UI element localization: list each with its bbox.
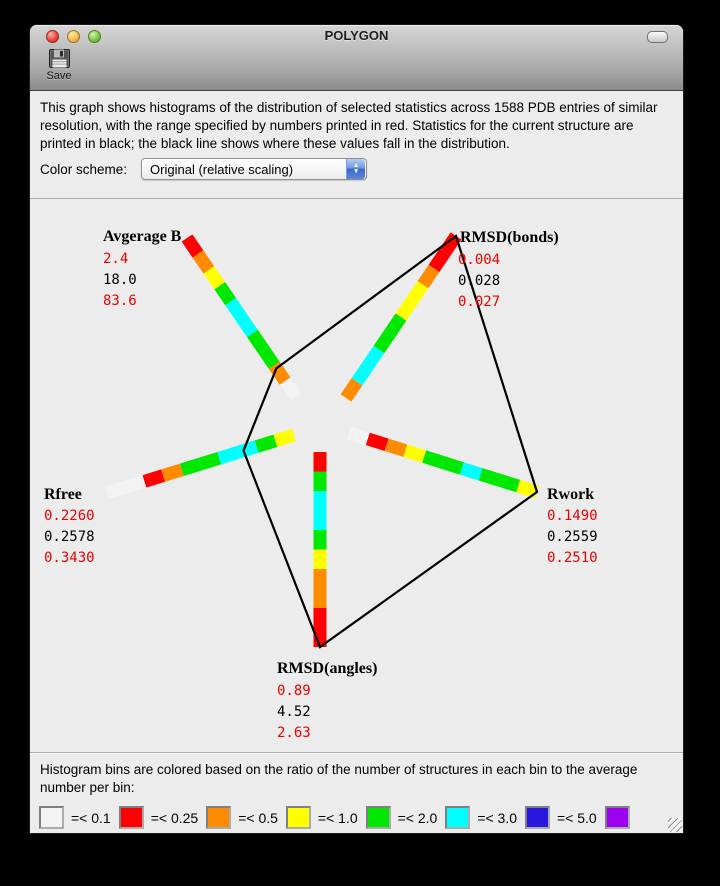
histogram-bin — [379, 333, 390, 349]
legend-swatch-white — [39, 806, 64, 829]
histogram-bin — [346, 382, 357, 398]
axis-value-max: 83.6 — [103, 293, 137, 309]
histogram-bin — [443, 463, 462, 469]
histogram-bin — [412, 285, 423, 301]
histogram-bin — [231, 302, 242, 318]
histogram-bin — [187, 238, 198, 254]
color-scheme-select[interactable] — [141, 158, 367, 180]
axis-value-current: 0.2559 — [547, 529, 598, 545]
toolbar-toggle-button[interactable] — [647, 31, 668, 43]
axis-value-max: 0.3430 — [44, 550, 95, 566]
axis-value-current: 0.028 — [458, 273, 501, 289]
title-bar[interactable] — [30, 25, 683, 47]
intro-text: This graph shows histograms of the distribution of selected statistics across 1588 PDB entries of similar resolution, with the range specified by numbers printed in red. Statistics for the current structure are printed in black; the black line shows where these values fall in the distribution. — [40, 100, 658, 151]
color-scheme-value: Original (relative scaling) — [150, 161, 294, 177]
stepper-arrows-icon: ▲ ▼ — [346, 159, 365, 179]
histogram-bin — [387, 445, 406, 451]
axis-value-max: 0.2510 — [547, 550, 598, 566]
legend-swatch-blue — [525, 806, 550, 829]
legend-swatch-purple — [605, 806, 630, 829]
histogram-bin — [257, 441, 276, 447]
histogram-bin — [252, 333, 263, 349]
histogram-bin — [126, 481, 145, 487]
histogram-bin — [242, 318, 253, 334]
histogram-bin — [405, 451, 424, 457]
histogram-bin — [107, 487, 126, 493]
legend-swatch-orange — [206, 806, 231, 829]
histogram-bin — [368, 439, 387, 445]
histogram-bin — [424, 457, 443, 463]
window-title: POLYGON — [324, 28, 389, 43]
histogram-bin — [275, 435, 294, 441]
legend-label: =< 3.0 — [477, 809, 518, 826]
bin-legend — [39, 806, 683, 829]
save-label: Save — [46, 70, 72, 82]
legend-label: =< 0.1 — [71, 809, 111, 826]
axis-title: RMSD(angles) — [277, 660, 378, 677]
legend-description: Histogram bins are colored based on the ratio of the number of structures in each bin to the average number per bin: — [40, 762, 638, 796]
histogram-bin — [462, 468, 481, 474]
legend-swatch-cyan — [445, 806, 470, 829]
floppy-disk-icon — [48, 48, 71, 69]
histogram-bin — [163, 470, 182, 476]
histogram-bin — [220, 286, 231, 302]
histogram-bin — [198, 254, 209, 270]
color-scheme-label: Color scheme: — [40, 161, 128, 177]
axis-title: RMSD(bonds) — [460, 229, 559, 246]
axis-value-min: 0.2260 — [44, 508, 95, 524]
histogram-bin — [182, 464, 201, 470]
histogram-bin — [390, 317, 401, 333]
axis-value-current: 4.52 — [277, 704, 311, 720]
intro-panel — [30, 99, 683, 199]
axis-value-max: 2.63 — [277, 725, 311, 741]
legend-label: =< 5.0 — [557, 809, 597, 826]
axis-value-current: 18.0 — [103, 272, 137, 288]
axis-value-min: 0.004 — [458, 252, 501, 268]
histogram-bin — [209, 270, 220, 286]
histogram-bin — [423, 268, 434, 284]
histogram-bin — [481, 474, 500, 480]
axis-value-max: 0.027 — [458, 294, 501, 310]
legend-label: =< 2.0 — [397, 809, 438, 826]
histogram-bin — [349, 433, 368, 439]
histogram-bin — [434, 252, 445, 268]
histogram-bin — [368, 349, 379, 365]
legend-label: =< 0.5 — [238, 809, 278, 826]
histogram-bin — [144, 476, 163, 482]
axis-title: Rfree — [44, 486, 82, 503]
axis-title: Avgerage B — [103, 228, 182, 245]
legend-label: =< 1.0 — [317, 809, 358, 826]
polygon-plot — [30, 199, 683, 752]
window-content — [30, 91, 683, 833]
histogram-bin — [499, 480, 518, 486]
save-button[interactable] — [38, 48, 80, 88]
legend-swatch-red — [119, 806, 144, 829]
resize-grip[interactable] — [668, 818, 682, 832]
polygon-window — [29, 24, 684, 834]
axis-title: Rwork — [547, 486, 595, 503]
histogram-bin — [285, 381, 296, 397]
toolbar — [30, 47, 683, 90]
histogram-bin — [518, 486, 537, 492]
axis-value-min: 0.1490 — [547, 508, 598, 524]
histogram-bin — [201, 458, 220, 464]
axis-value-min: 2.4 — [103, 251, 129, 267]
histogram-bin — [401, 301, 412, 317]
histogram-bin — [357, 366, 368, 382]
legend-swatch-green — [366, 806, 391, 829]
histogram-bin — [263, 349, 274, 365]
footer-panel — [30, 752, 683, 833]
legend-swatch-yellow — [286, 806, 311, 829]
window-header — [30, 25, 683, 91]
histogram-bin — [238, 447, 257, 453]
axis-value-min: 0.89 — [277, 683, 311, 699]
legend-label: =< 0.25 — [150, 809, 199, 826]
histogram-bin — [219, 452, 238, 458]
axis-value-current: 0.2578 — [44, 529, 95, 545]
